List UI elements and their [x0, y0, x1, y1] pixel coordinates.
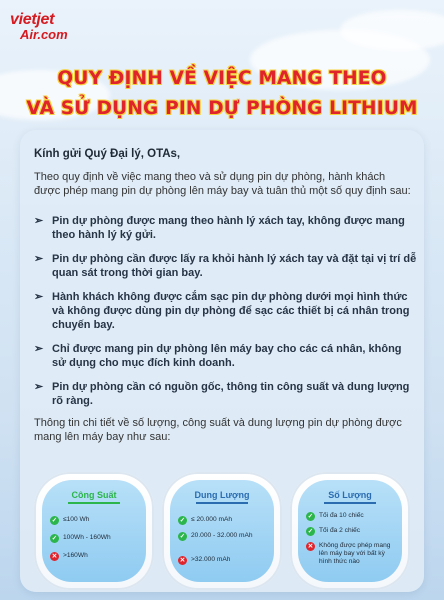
page-title-line1: QUY ĐỊNH VỀ VIỆC MANG THEO: [57, 68, 387, 89]
cross-icon: ✕: [307, 542, 314, 550]
arrow-bullet-icon: ➢: [34, 343, 44, 355]
panel-heading: Công Suất: [71, 490, 117, 500]
panel-heading: Số Lượng: [328, 490, 372, 500]
intro-paragraph: Theo quy định về việc mang theo và sử dụng pin dự phòng, hành khách được phép mang pin dự phòng lên máy bay và tuân thủ một số quy định sau:: [34, 171, 411, 197]
panel-heading: Dung Lượng: [194, 490, 250, 500]
panel-row-text: 20.000 - 32.000 mAh: [191, 532, 253, 539]
panel-row-text: ≤100 Wh: [63, 516, 90, 523]
cross-icon: ✕: [51, 552, 58, 560]
heading-underline: [324, 502, 376, 504]
panel-row: [50, 552, 142, 561]
heading-underline: [68, 502, 120, 504]
panel-row: [50, 516, 142, 525]
check-icon: ✓: [179, 532, 186, 540]
panel-row: [306, 527, 398, 536]
rule-item: [34, 342, 418, 370]
check-icon: ✓: [307, 512, 314, 520]
arrow-bullet-icon: ➢: [34, 291, 44, 303]
check-icon: ✓: [307, 527, 314, 535]
cross-icon: ✕: [179, 556, 186, 564]
rule-item: [34, 252, 418, 280]
rule-text: Pin dự phòng cần được lấy ra khỏi hành lý xách tay và đặt tại vị trí dễ quan sát trong thời gian bay.: [52, 253, 417, 279]
logo-text-line2: Air.com: [20, 27, 68, 42]
window-glass: [42, 480, 146, 582]
rule-text: Pin dự phòng cần có nguồn gốc, thông tin công suất và dung lượng rõ ràng.: [52, 381, 410, 407]
arrow-bullet-icon: ➢: [34, 253, 44, 265]
logo-text-line1: vietjet: [10, 11, 55, 28]
greeting-text: Kính gửi Quý Đại lý, OTAs,: [34, 148, 181, 160]
rule-text: Chỉ được mang pin dự phòng lên máy bay cho các cá nhân, không sử dụng cho mục đích kinh doanh.: [52, 343, 402, 369]
panel-row-text: ≤ 20.000 mAh: [191, 516, 233, 523]
panel-row: [178, 556, 270, 565]
check-icon: ✓: [51, 534, 58, 542]
window-glass: [170, 480, 274, 582]
rules-list: [34, 214, 418, 418]
check-icon: ✓: [51, 516, 58, 524]
arrow-bullet-icon: ➢: [34, 215, 44, 227]
panel-row-text: >160Wh: [63, 552, 88, 559]
panel-row: [178, 516, 270, 525]
panel-row-text: Tối đa 2 chiếc: [319, 527, 361, 534]
arrow-bullet-icon: ➢: [34, 381, 44, 393]
panel-row-text: Không được phép mang lên máy bay với bất kỳ hình thức nào: [319, 542, 391, 565]
panel-row-text: 100Wh - 160Wh: [63, 534, 111, 541]
panel-row-text: >32.000 mAh: [191, 556, 231, 563]
rule-text: Pin dự phòng được mang theo hành lý xách tay, không được mang theo hành lý ký gửi.: [52, 215, 405, 241]
panel-row: [306, 542, 398, 566]
window-glass: [298, 480, 402, 582]
panel-row: [306, 512, 398, 521]
panel-row-text: Tối đa 10 chiếc: [319, 512, 364, 519]
heading-underline: [196, 502, 248, 504]
window-panel-capacity: [162, 472, 282, 590]
rule-item: [34, 290, 418, 332]
window-panel-quantity: [290, 472, 410, 590]
panel-row: [178, 532, 270, 541]
rule-item: [34, 380, 418, 408]
rule-text: Hành khách không được cắm sạc pin dự phòng dưới mọi hình thức và không được dùng pin dự phòng để sạc các thiết bị cá nhân trong chuyến bay.: [52, 291, 410, 331]
window-panel-power: [34, 472, 154, 590]
page-title-line2: VÀ SỬ DỤNG PIN DỰ PHÒNG LITHIUM: [26, 98, 418, 119]
outro-paragraph: Thông tin chi tiết về số lượng, công suất và dung lượng pin dự phòng được mang lên máy bay như sau:: [34, 417, 402, 443]
vietjet-logo: [10, 12, 88, 48]
rule-item: [34, 214, 418, 242]
panel-row: [50, 534, 142, 543]
check-icon: ✓: [179, 516, 186, 524]
